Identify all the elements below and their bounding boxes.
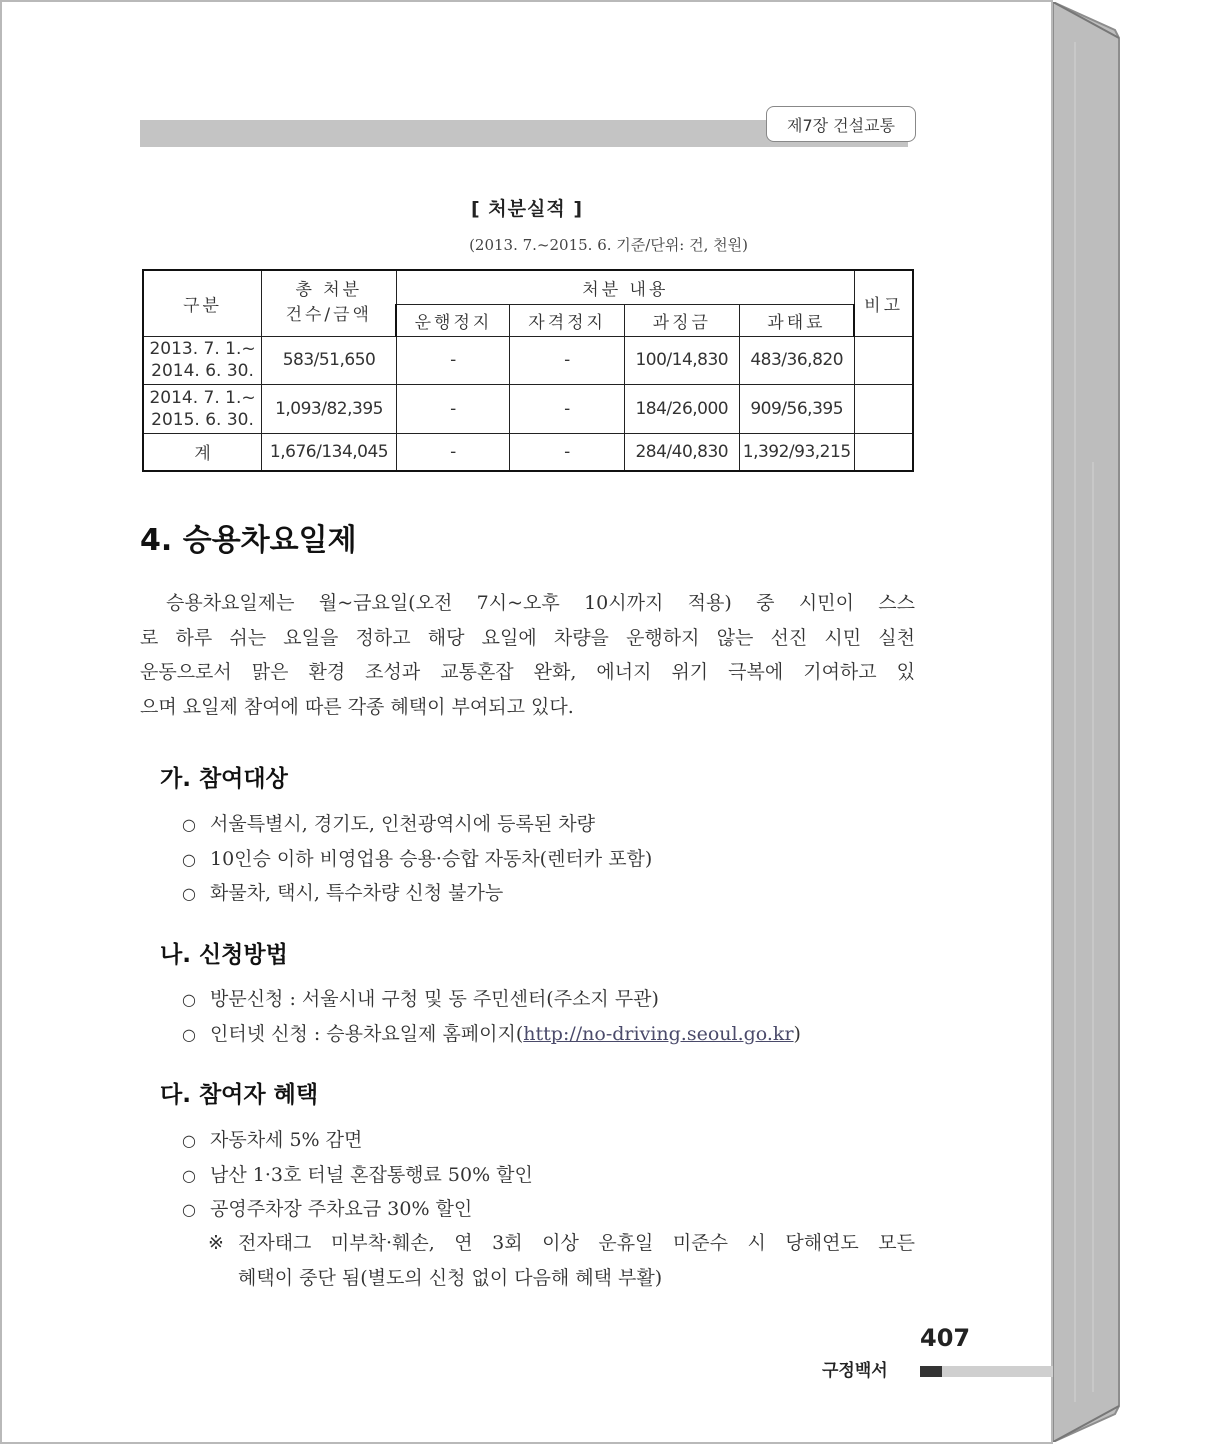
bullet-icon: ○ <box>182 1024 196 1044</box>
row-operation-stop: - <box>396 384 509 433</box>
list-item <box>182 1123 533 1158</box>
row-period <box>143 336 262 384</box>
row-operation-stop: - <box>396 433 509 471</box>
subsection-title-benefits: 다. 참여자 혜택 <box>160 1082 319 1108</box>
subsection-title-application: 나. 신청방법 <box>160 942 288 968</box>
list-item <box>182 807 652 842</box>
row-remarks <box>854 433 913 471</box>
internet-prefix: 인터넷 신청 : 승용차요일제 홈페이지( <box>210 1022 524 1045</box>
header-total-line1: 총 처분 <box>295 280 363 301</box>
row-qualification-stop: - <box>510 433 624 471</box>
header-qualification-stop: 자격정지 <box>510 304 624 336</box>
table-row-total <box>143 433 913 471</box>
row-penalty-surcharge: 284/40,830 <box>624 433 739 471</box>
footer-bar <box>942 1366 1053 1377</box>
bullet-icon: ○ <box>182 884 196 903</box>
header-total-line2: 건수/금액 <box>285 305 372 326</box>
reference-mark-icon: ※ <box>208 1232 224 1254</box>
list-item <box>182 876 652 911</box>
paragraph-line: 로 하루 쉬는 요일을 정하고 해당 요일에 차량을 운행하지 않는 선진 시민 실천 <box>140 626 915 649</box>
chapter-tab <box>766 106 916 142</box>
bullet-icon: ○ <box>182 815 196 834</box>
header-penalty-surcharge: 과징금 <box>624 304 739 336</box>
note-line-1 <box>208 1226 915 1261</box>
row-penalty-surcharge: 100/14,830 <box>624 336 739 384</box>
list-item-text: 서울특별시, 경기도, 인천광역시에 등록된 차량 <box>210 813 595 835</box>
chapter-label: 제7장 건설교통 <box>786 115 895 135</box>
header-operation-stop: 운행정지 <box>396 304 509 336</box>
list-item <box>182 982 801 1017</box>
header-content: 처분 내용 <box>396 270 854 304</box>
row-total: 583/51,650 <box>262 336 397 384</box>
note-text-1: 전자태그 미부착·훼손, 연 3회 이상 운휴일 미준수 시 당해연도 모든 <box>238 1232 915 1254</box>
row-period-total: 계 <box>143 433 262 471</box>
disposition-results-table <box>142 269 914 472</box>
table-title: [ 처분실적 ] <box>470 198 583 220</box>
row-fine: 483/36,820 <box>739 336 854 384</box>
row-qualification-stop: - <box>510 384 624 433</box>
period-end: 2015. 6. 30. <box>151 409 254 430</box>
benefits-note <box>208 1226 915 1295</box>
list-item <box>182 1017 801 1052</box>
bullet-icon: ○ <box>182 1165 196 1185</box>
participants-list <box>182 807 652 911</box>
list-item <box>182 1192 533 1227</box>
list-item-text: 화물차, 택시, 특수차량 신청 불가능 <box>210 882 504 904</box>
period-end: 2014. 6. 30. <box>151 361 254 381</box>
book-page-edges <box>1053 2 1121 1442</box>
period-start: 2013. 7. 1.~ <box>149 339 256 359</box>
row-remarks <box>854 384 913 433</box>
bullet-icon: ○ <box>182 990 196 1009</box>
row-operation-stop: - <box>396 336 509 384</box>
paragraph-line: 으며 요일제 참여에 따른 각종 혜택이 부여되고 있다. <box>140 695 574 718</box>
homepage-link[interactable]: http://no-driving.seoul.go.kr <box>523 1022 794 1045</box>
benefits-list <box>182 1123 533 1227</box>
section-title: 4. 승용차요일제 <box>140 523 357 558</box>
table-unit-note: (2013. 7.~2015. 6. 기준/단위: 건, 천원) <box>469 236 748 254</box>
bullet-icon: ○ <box>182 1131 196 1150</box>
row-qualification-stop: - <box>510 336 624 384</box>
bullet-icon: ○ <box>182 1200 196 1219</box>
footer-book-title: 구정백서 <box>822 1361 888 1381</box>
bullet-icon: ○ <box>182 849 196 869</box>
header-remarks: 비고 <box>854 270 913 336</box>
row-total: 1,676/134,045 <box>262 433 397 471</box>
header-category: 구분 <box>143 270 262 336</box>
row-fine: 1,392/93,215 <box>739 433 854 471</box>
internet-suffix: ) <box>793 1022 801 1045</box>
list-item-text: 방문신청 : 서울시내 구청 및 동 주민센터(주소지 무관) <box>210 988 659 1010</box>
list-item-text: 자동차세 5% 감면 <box>210 1129 363 1151</box>
row-fine: 909/56,395 <box>739 384 854 433</box>
paragraph-line: 운동으로서 맑은 환경 조성과 교통혼잡 완화, 에너지 위기 극복에 기여하고 있 <box>140 661 915 683</box>
subsection-title-participants: 가. 참여대상 <box>160 766 288 792</box>
list-item-text: 남산 1·3호 터널 혼잡통행료 50% 할인 <box>210 1163 533 1186</box>
note-text-2: 혜택이 중단 됨(별도의 신청 없이 다음해 혜택 부활) <box>238 1266 663 1289</box>
header-fine: 과태료 <box>739 304 854 336</box>
row-period <box>143 384 262 433</box>
list-item-text: 공영주차장 주차요금 30% 할인 <box>210 1198 473 1220</box>
header-total <box>262 270 397 336</box>
list-item <box>182 1158 533 1193</box>
table-row <box>143 384 913 433</box>
row-penalty-surcharge: 184/26,000 <box>624 384 739 433</box>
section-paragraph <box>140 586 915 724</box>
page-number: 407 <box>920 1324 971 1352</box>
row-total: 1,093/82,395 <box>262 384 397 433</box>
footer-bar-accent <box>920 1366 942 1377</box>
application-list <box>182 982 801 1051</box>
table-row <box>143 336 913 384</box>
list-item <box>182 842 652 877</box>
paragraph-line: 승용차요일제는 월~금요일(오전 7시~오후 10시까지 적용) 중 시민이 스스 <box>166 592 915 614</box>
row-remarks <box>854 336 913 384</box>
list-item-text: 10인승 이하 비영업용 승용·승합 자동차(렌터카 포함) <box>210 847 653 870</box>
period-start: 2014. 7. 1.~ <box>149 387 256 408</box>
